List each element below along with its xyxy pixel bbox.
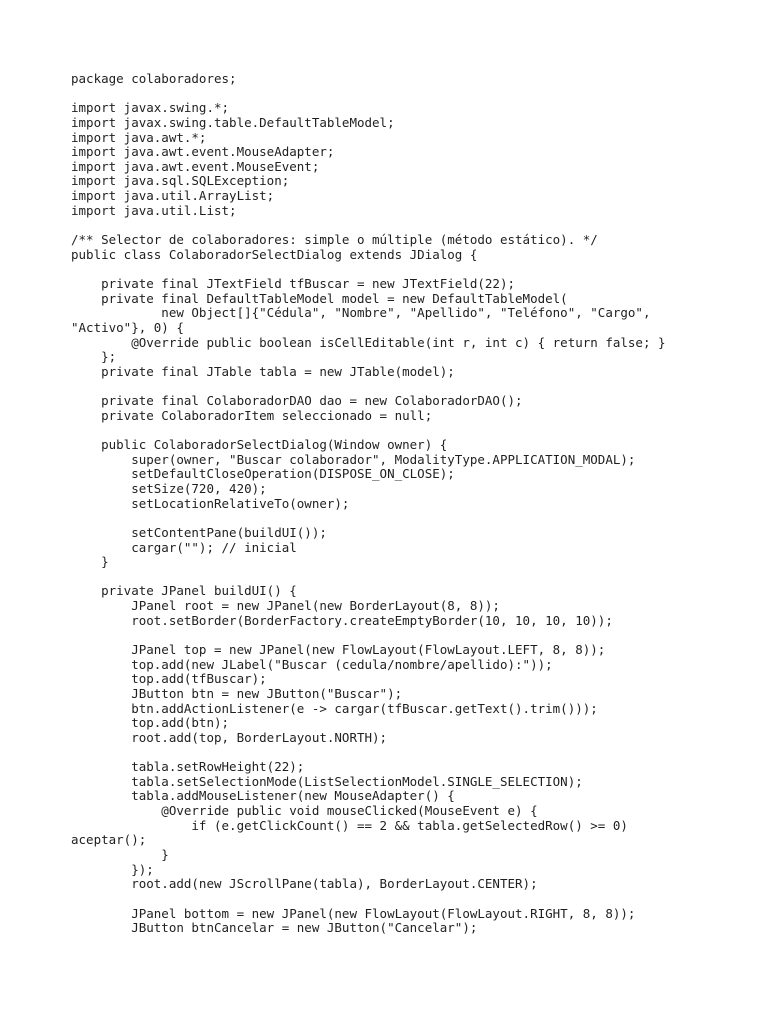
code-line: setContentPane(buildUI()); [71, 524, 327, 540]
code-line: private final ColaboradorDAO dao = new ColaboradorDAO(); [71, 393, 523, 409]
code-line: import java.awt.event.MouseEvent; [71, 158, 320, 174]
code-line: public ColaboradorSelectDialog(Window owner) { [71, 437, 448, 453]
code-line [71, 628, 666, 643]
code-line: import javax.swing.table.DefaultTableModel; [71, 114, 395, 130]
code-line: }); [71, 861, 154, 877]
code-line: import javax.swing.*; [71, 100, 230, 116]
code-line: root.add(new JScrollPane(tabla), BorderLayout.CENTER); [71, 876, 538, 892]
code-line: /** Selector de colaboradores: simple o múltiple (método estático). */ [71, 232, 598, 248]
code-line: tabla.setRowHeight(22); [71, 759, 305, 775]
code-line: aceptar(); [71, 832, 147, 848]
code-line: import java.util.List; [71, 202, 237, 218]
code-line: tabla.setSelectionMode(ListSelectionModel.SINGLE_SELECTION); [71, 773, 583, 789]
code-line: @Override public void mouseClicked(MouseEvent e) { [71, 803, 538, 819]
code-line: private final JTextField tfBuscar = new JTextField(22); [71, 275, 516, 291]
code-line: setDefaultCloseOperation(DISPOSE_ON_CLOSE); [71, 466, 455, 482]
code-line: root.add(top, BorderLayout.NORTH); [71, 729, 388, 745]
code-line: JPanel bottom = new JPanel(new FlowLayout(FlowLayout.RIGHT, 8, 8)); [71, 905, 636, 921]
code-line: JButton btn = new JButton("Buscar"); [71, 685, 403, 701]
code-line: btn.addActionListener(e -> cargar(tfBuscar.getText().trim())); [71, 700, 598, 716]
code-line: } [71, 846, 169, 862]
code-line: setSize(720, 420); [71, 480, 267, 496]
code-line: JPanel top = new JPanel(new FlowLayout(FlowLayout.LEFT, 8, 8)); [71, 641, 606, 657]
code-line: } [71, 554, 109, 570]
code-listing [71, 72, 666, 936]
code-line: import java.awt.*; [71, 129, 207, 145]
code-line: cargar(""); // inicial [71, 539, 297, 555]
code-line: private final JTable tabla = new JTable(model); [71, 363, 455, 379]
code-line [71, 218, 666, 233]
code-line: private final DefaultTableModel model = new DefaultTableModel( [71, 290, 568, 306]
code-line: public class ColaboradorSelectDialog extends JDialog { [71, 246, 478, 262]
code-line: top.add(new JLabel("Buscar (cedula/nombre/apellido):")); [71, 656, 553, 672]
code-line [71, 379, 666, 394]
code-line [71, 892, 666, 907]
code-line: root.setBorder(BorderFactory.createEmptyBorder(10, 10, 10, 10)); [71, 612, 613, 628]
code-line: }; [71, 349, 117, 365]
code-line: top.add(tfBuscar); [71, 671, 267, 687]
code-line [71, 262, 666, 277]
code-line: import java.awt.event.MouseAdapter; [71, 144, 335, 160]
code-line [71, 511, 666, 526]
code-line: tabla.addMouseListener(new MouseAdapter() { [71, 788, 455, 804]
code-line: JButton btnCancelar = new JButton("Cancelar"); [71, 920, 478, 936]
code-line: "Activo"}, 0) { [71, 319, 184, 335]
code-line: new Object[]{"Cédula", "Nombre", "Apellido", "Teléfono", "Cargo", [71, 305, 651, 321]
code-line: top.add(btn); [71, 715, 230, 731]
code-line: package colaboradores; [71, 71, 237, 86]
code-line: private JPanel buildUI() { [71, 583, 297, 599]
code-line [71, 423, 666, 438]
code-line: import java.util.ArrayList; [71, 188, 275, 204]
code-line: import java.sql.SQLException; [71, 173, 290, 189]
code-line: private ColaboradorItem seleccionado = null; [71, 407, 433, 423]
code-line [71, 87, 666, 102]
code-line: super(owner, "Buscar colaborador", ModalityType.APPLICATION_MODAL); [71, 451, 636, 467]
code-line [71, 570, 666, 585]
code-line: setLocationRelativeTo(owner); [71, 495, 350, 511]
code-line: @Override public boolean isCellEditable(int r, int c) { return false; } [71, 334, 666, 350]
code-line: JPanel root = new JPanel(new BorderLayout(8, 8)); [71, 598, 500, 614]
code-line [71, 745, 666, 760]
code-line: if (e.getClickCount() == 2 && tabla.getSelectedRow() >= 0) [71, 817, 628, 833]
